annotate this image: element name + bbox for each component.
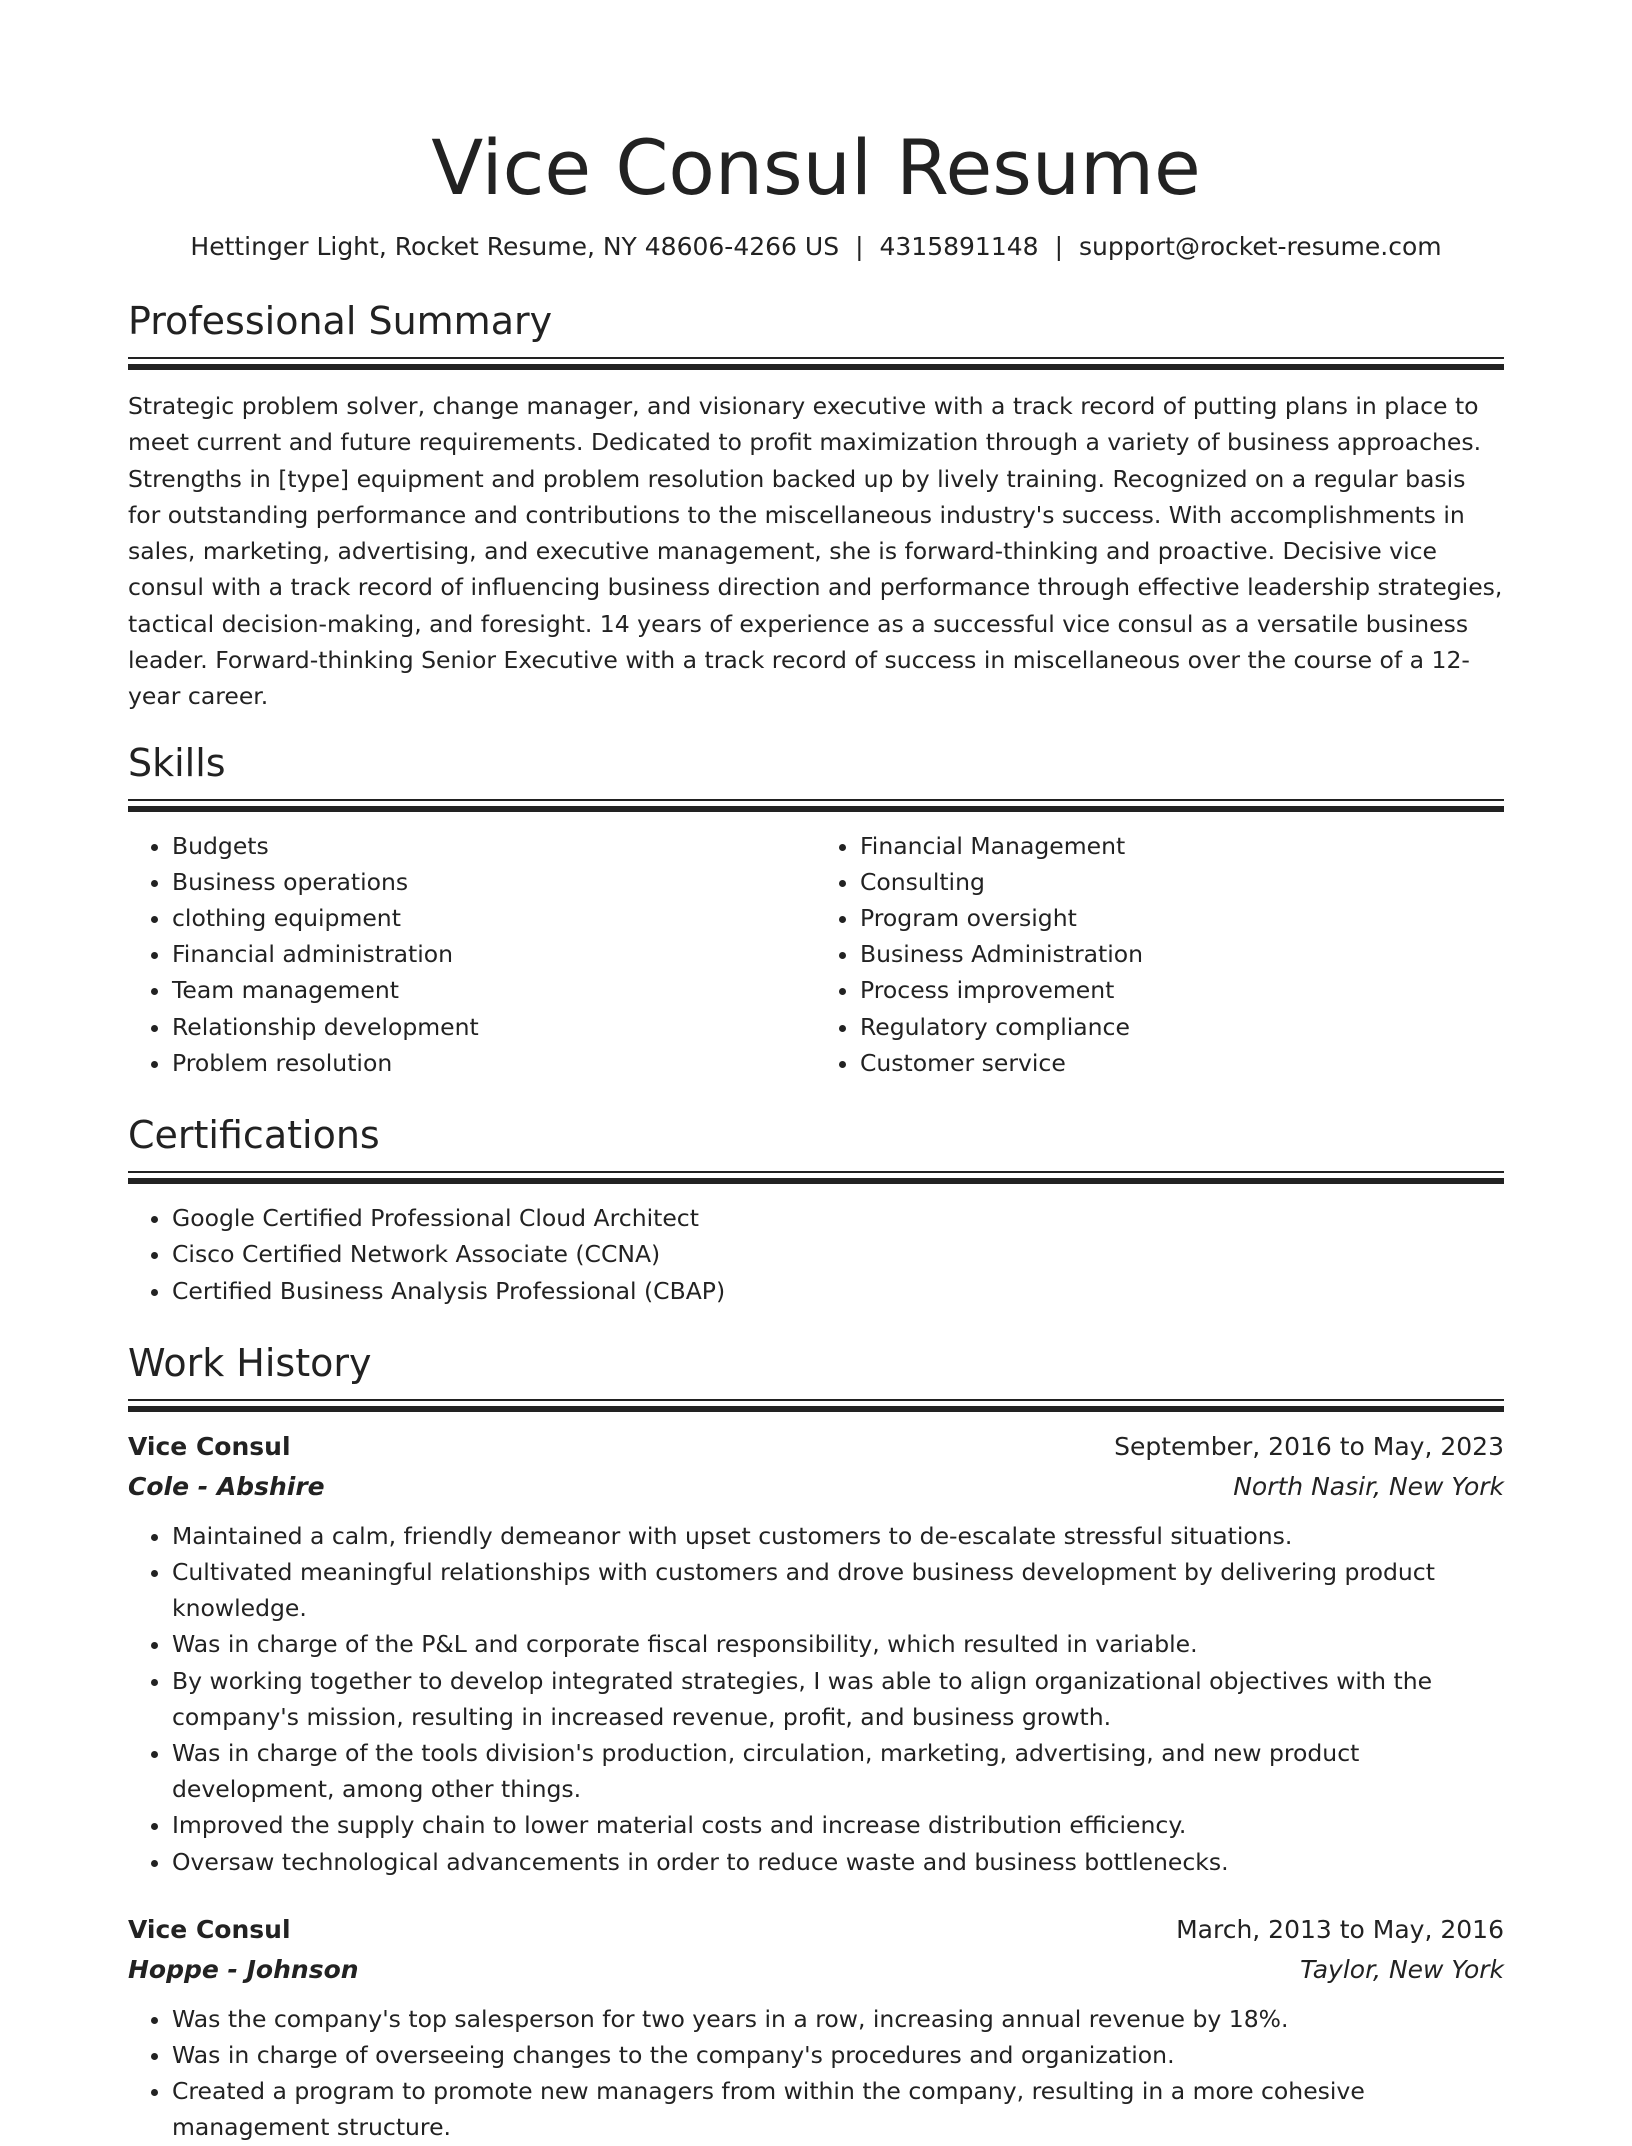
list-item: • Was in charge of the tools division's production, circulation, marketing, advertising, and new product development, among other things. [172, 1735, 1504, 1807]
work-history-section [128, 1339, 1504, 2146]
job-title: Vice Consul [128, 1431, 291, 1461]
contact-separator: | [1054, 232, 1063, 261]
list-item: • Budgets [172, 828, 816, 864]
skills-list-right [816, 828, 1504, 1081]
job-location: North Nasir, New York [1233, 1471, 1504, 1501]
summary-text: Strategic problem solver, change manager, and visionary executive with a track record of putting plans in place to meet current and future requirements. Dedicated to profit maximization through a variety of business approaches. Strengths in [type] equipment and problem resolution backed up by lively training. Recognized on a regular basis for outstanding performance and contributions to the miscellaneous industry's success. With accomplishments in sales, marketing, advertising, and executive management, she is forward-thinking and proactive. Decisive vice consul with a track record of influencing business direction and performance through effective leadership strategies, tactical decision-making, and foresight. 14 years of experience as a successful vice consul as a versatile business leader. Forward-thinking Senior Executive with a track record of success in miscellaneous over the course of a 12-year career. [128, 392, 1503, 711]
summary-section [128, 297, 1504, 715]
list-item: • Created a program to promote new managers from within the company, resulting in a more cohesive management structure. [172, 2073, 1504, 2145]
contact-email: support@rocket-resume.com [1079, 232, 1442, 261]
job-dates: September, 2016 to May, 2023 [1114, 1431, 1504, 1461]
contact-line [128, 231, 1504, 263]
job-dates: March, 2013 to May, 2016 [1176, 1914, 1504, 1944]
list-item: • Certified Business Analysis Professional (CBAP) [172, 1273, 1504, 1309]
certifications-list [128, 1200, 1504, 1309]
certifications-heading: Certifications [128, 1113, 380, 1158]
skills-heading: Skills [128, 740, 226, 785]
section-divider [128, 799, 1504, 801]
job-subheader [128, 1467, 1504, 1507]
job-header [128, 1427, 1504, 1467]
list-item: • Team management [172, 972, 816, 1008]
section-divider [128, 806, 1504, 812]
resume-title: Vice Consul Resume [431, 123, 1201, 212]
certifications-section [128, 1111, 1504, 1309]
list-item: • Business operations [172, 864, 816, 900]
list-item: • Business Administration [860, 936, 1504, 972]
job-location: Taylor, New York [1300, 1954, 1504, 1984]
job-bullets [128, 1518, 1504, 1880]
contact-phone: 4315891148 [879, 232, 1039, 261]
list-item: • clothing equipment [172, 900, 816, 936]
resume-page [128, 0, 1504, 2146]
list-item: • Process improvement [860, 972, 1504, 1008]
job-company: Cole - Abshire [128, 1471, 325, 1501]
list-item: • Cisco Certified Network Associate (CCNA) [172, 1236, 1504, 1272]
summary-heading: Professional Summary [128, 299, 553, 343]
section-divider [128, 1399, 1504, 1401]
section-divider [128, 364, 1504, 370]
job-bullets [128, 2001, 1504, 2146]
job-header [128, 1910, 1504, 1950]
list-item: • Maintained a calm, friendly demeanor with upset customers to de-escalate stressful situations. [172, 1518, 1504, 1554]
skills-section [128, 739, 1504, 1081]
list-item: • Problem resolution [172, 1045, 816, 1081]
list-item: • Consulting [860, 864, 1504, 900]
skills-list-left [128, 828, 816, 1081]
work-history-heading: Work History [128, 1340, 372, 1385]
list-item: • Financial Management [860, 828, 1504, 864]
list-item: • Customer service [860, 1045, 1504, 1081]
list-item: • Was in charge of the P&L and corporate fiscal responsibility, which resulted in variable. [172, 1626, 1504, 1662]
contact-separator: | [855, 232, 864, 261]
list-item: • Program oversight [860, 900, 1504, 936]
list-item: • Regulatory compliance [860, 1009, 1504, 1045]
list-item: • Improved the supply chain to lower material costs and increase distribution efficiency. [172, 1807, 1504, 1843]
section-divider [128, 357, 1504, 359]
list-item: • Was the company's top salesperson for two years in a row, increasing annual revenue by 18%. [172, 2001, 1504, 2037]
list-item: • Relationship development [172, 1009, 816, 1045]
section-divider [128, 1171, 1504, 1173]
section-divider [128, 1178, 1504, 1184]
list-item: • By working together to develop integrated strategies, I was able to align organizational objectives with the company's mission, resulting in increased revenue, profit, and business growth. [172, 1663, 1504, 1735]
list-item: • Financial administration [172, 936, 816, 972]
contact-address: Hettinger Light, Rocket Resume, NY 48606-4266 US [190, 232, 840, 261]
job-title: Vice Consul [128, 1914, 291, 1944]
job-subheader [128, 1950, 1504, 1990]
skills-columns [128, 828, 1504, 1081]
job-company: Hoppe - Johnson [128, 1954, 359, 1984]
list-item: • Cultivated meaningful relationships with customers and drove business development by delivering product knowledge. [172, 1554, 1504, 1626]
job-entry [128, 1910, 1504, 2146]
section-divider [128, 1406, 1504, 1412]
list-item: • Was in charge of overseeing changes to the company's procedures and organization. [172, 2037, 1504, 2073]
list-item: • Oversaw technological advancements in order to reduce waste and business bottlenecks. [172, 1844, 1504, 1880]
list-item: • Google Certified Professional Cloud Architect [172, 1200, 1504, 1236]
job-entry [128, 1427, 1504, 1880]
